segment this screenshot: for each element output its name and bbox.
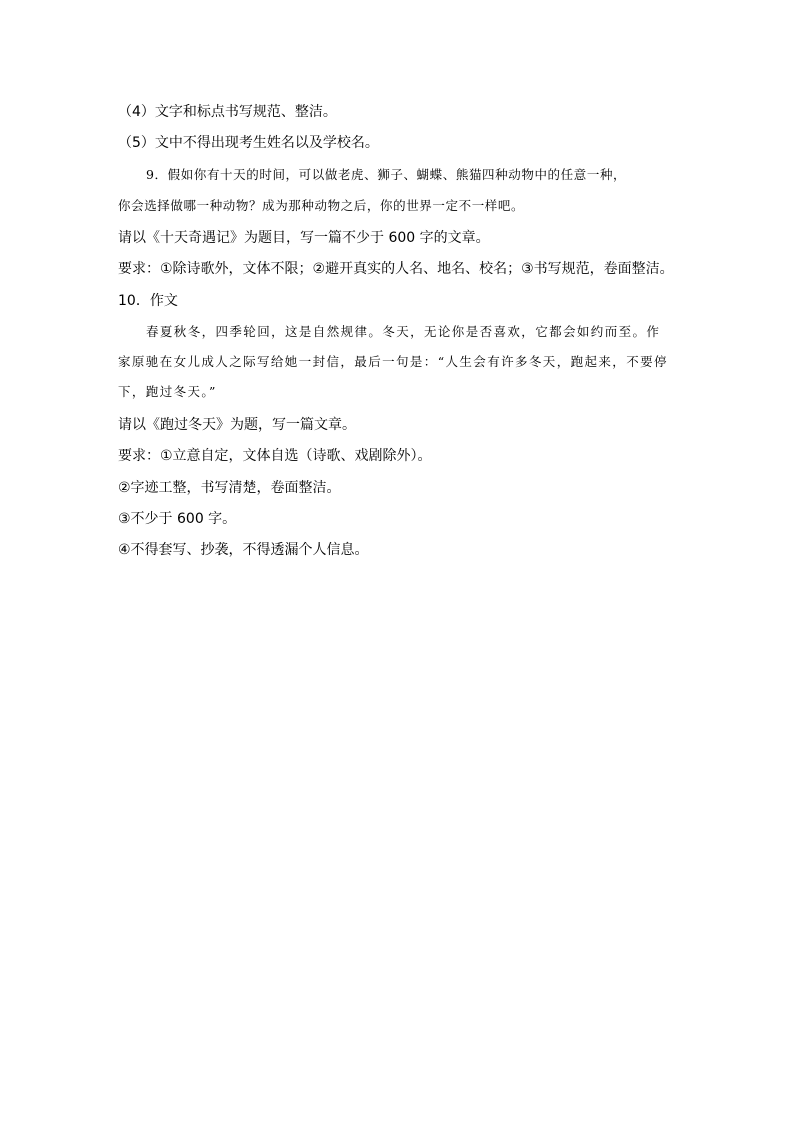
- question-10-heading: 10．作文: [118, 293, 178, 309]
- requirement-item-4: （4）文字和标点书写规范、整洁。: [118, 104, 337, 120]
- question-10-passage-line-3: 下，跑过冬天。”: [118, 384, 217, 399]
- question-10-requirement-4: ④不得套写、抄袭，不得透漏个人信息。: [118, 542, 369, 558]
- question-9-prompt-line-1: 9．假如你有十天的时间，可以做老虎、狮子、蝴蝶、熊猫四种动物中的任意一种，: [146, 167, 627, 182]
- question-10-title-instruction: 请以《跑过冬天》为题，写一篇文章。: [118, 417, 356, 433]
- question-10-requirement-2: ②字迹工整，书写清楚，卷面整洁。: [118, 480, 341, 496]
- question-9-title-instruction: 请以《十天奇遇记》为题目，写一篇不少于 600 字的文章。: [118, 230, 490, 246]
- question-9-requirements: 要求：①除诗歌外，文体不限；②避开真实的人名、地名、校名；③书写规范，卷面整洁。: [118, 261, 674, 277]
- question-9-prompt-line-2: 你会选择做哪一种动物？成为那种动物之后，你的世界一定不一样吧。: [118, 198, 525, 213]
- question-10-requirement-1: 要求：①立意自定，文体自选（诗歌、戏剧除外）。: [118, 448, 432, 464]
- requirement-item-5: （5）文中不得出现考生姓名以及学校名。: [118, 135, 379, 151]
- question-10-requirement-3: ③不少于 600 字。: [118, 511, 237, 527]
- question-10-passage-line-2: 家原驰在女儿成人之际写给她一封信，最后一句是：“人生会有许多冬天，跑起来，不要停: [118, 354, 668, 369]
- question-10-passage-line-1: 春夏秋冬，四季轮回，这是自然规律。冬天，无论你是否喜欢，它都会如约而至。作: [146, 324, 661, 339]
